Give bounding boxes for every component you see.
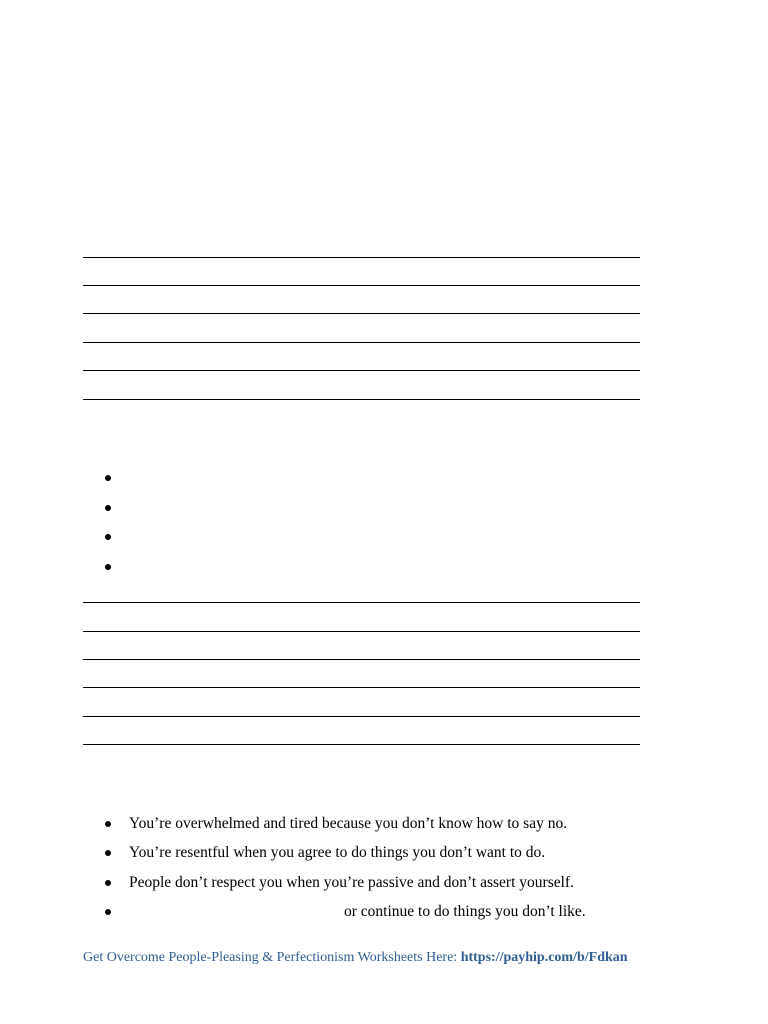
list-item: People don’t respect you when you’re passive and don’t assert yourself. — [129, 874, 574, 891]
writing-line — [83, 370, 640, 371]
list-item: or continue to do things you don’t like. — [344, 903, 586, 920]
writing-line — [83, 285, 640, 286]
footer-note — [83, 949, 628, 967]
writing-line — [83, 399, 640, 400]
footer-text: Get Overcome People-Pleasing & Perfectionism Worksheets Here: — [83, 950, 461, 965]
bullet-icon — [105, 880, 111, 886]
list-item: You’re overwhelmed and tired because you don’t know how to say no. — [129, 815, 568, 832]
writing-line — [83, 659, 640, 660]
footer-link[interactable]: https://payhip.com/b/Fdkan — [460, 950, 628, 965]
writing-line — [83, 602, 640, 603]
writing-line — [83, 313, 640, 314]
writing-line — [83, 257, 640, 258]
bullet-icon — [105, 909, 111, 915]
bullet-icon — [105, 564, 111, 570]
bullet-icon — [105, 534, 111, 540]
bullet-icon — [105, 821, 111, 827]
bullet-icon — [105, 850, 111, 856]
writing-line — [83, 631, 640, 632]
bullet-icon — [105, 475, 111, 481]
list-item: You’re resentful when you agree to do things you don’t want to do. — [129, 844, 546, 861]
writing-line — [83, 687, 640, 688]
writing-line — [83, 716, 640, 717]
writing-line — [83, 342, 640, 343]
bullet-icon — [105, 505, 111, 511]
writing-line — [83, 744, 640, 745]
